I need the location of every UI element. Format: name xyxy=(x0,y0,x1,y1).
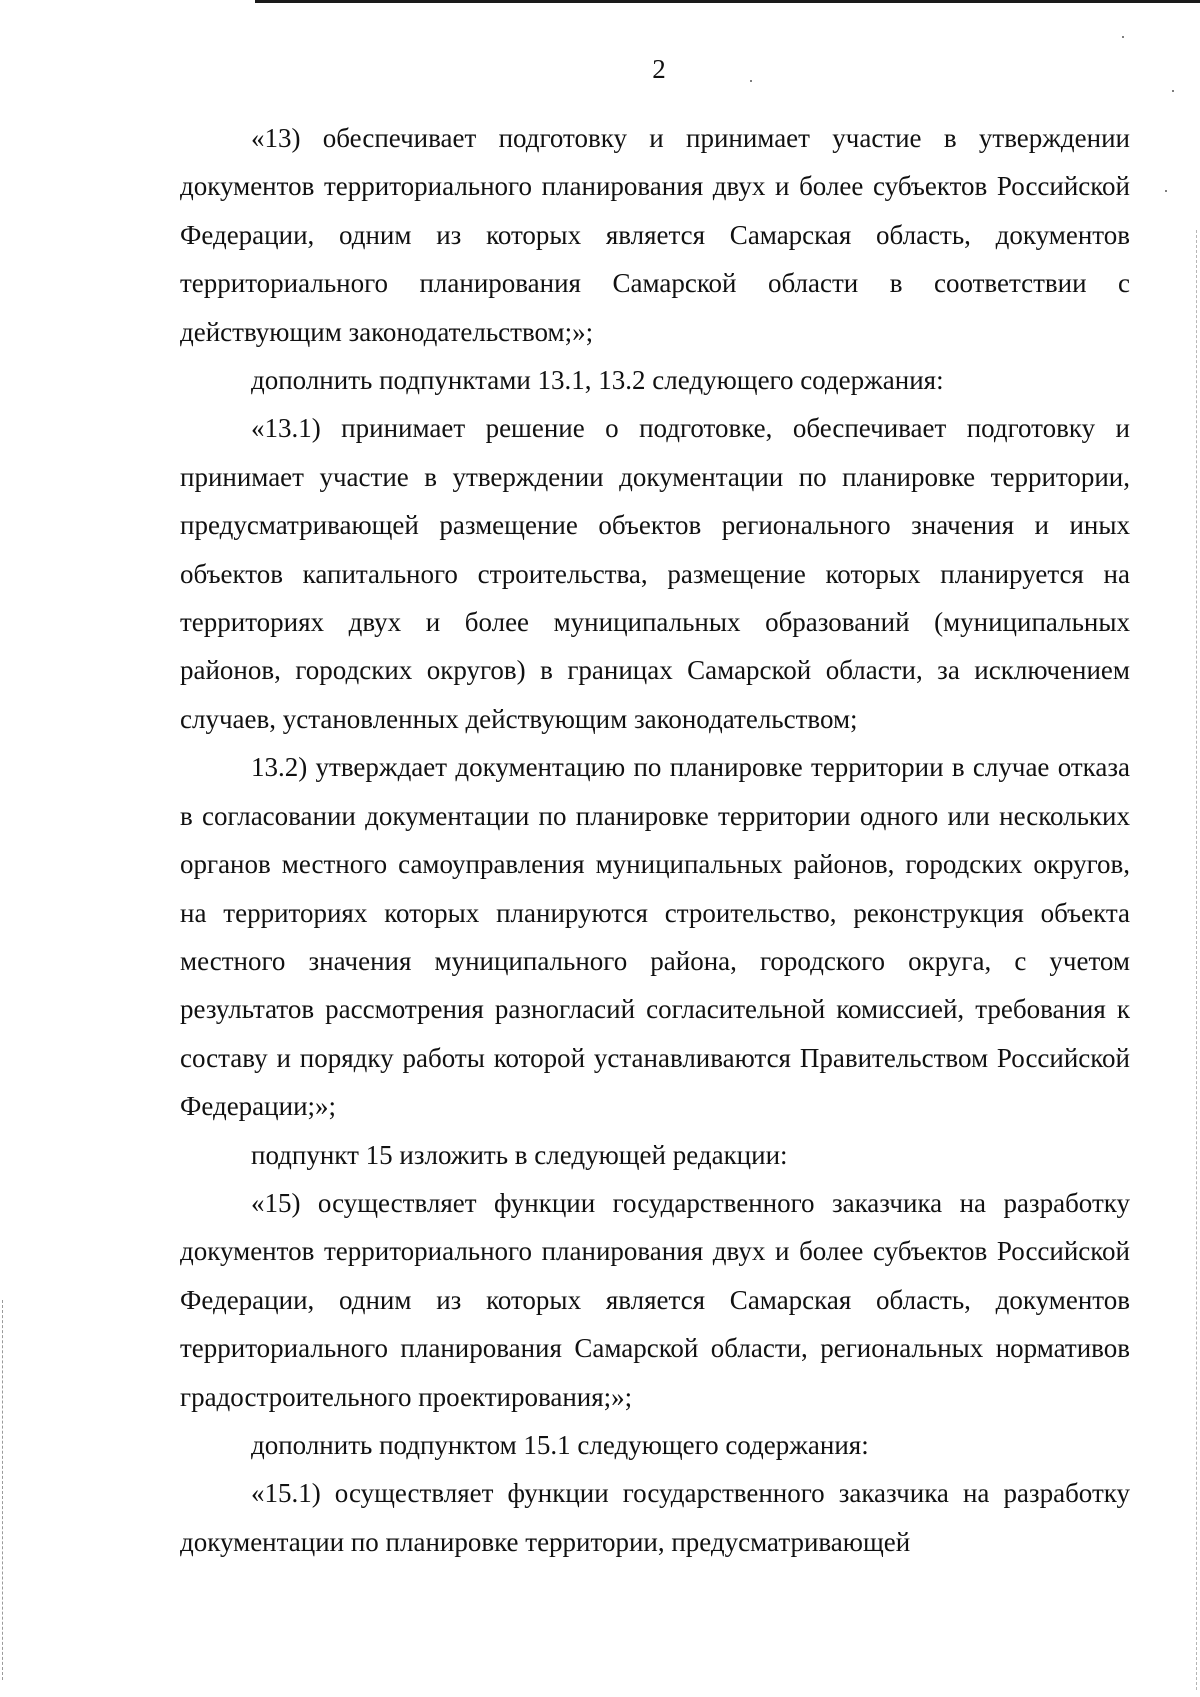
paragraph-amendment-15: подпункт 15 изложить в следующей редакции: xyxy=(251,1139,788,1170)
paragraph-13-1: «13.1) принимает решение о подготовке, обеспечивает подготовку и принимает участие в утверждении документации по планировке территории, предусматривающей размещение объектов регионального значения и иных объектов капитального строительства, размещение которых планируется на территориях двух и более муниципальных образований (муниципальных районов, городских округов) в границах Самарской области, за исключением случаев, установленных действующим законодательством; xyxy=(180,413,1130,734)
paragraph-15: «15) осуществляет функции государственного заказчика на разработку документов территориального планирования двух и более субъектов Российской Федерации, одним из которых является Самарская область, документов территориального планирования Самарской области, региональных нормативов градостроительного проектирования;»; xyxy=(180,1187,1130,1412)
scan-border-left xyxy=(2,1300,4,1680)
scan-speck xyxy=(1172,90,1174,92)
paragraph-15-1: «15.1) осуществляет функции государственного заказчика на разработку документации по планировке территории, предусматривающей xyxy=(180,1478,1130,1557)
scan-border-right xyxy=(1196,230,1198,1690)
paragraph-amendment-13-1-13-2: дополнить подпунктами 13.1, 13.2 следующего содержания: xyxy=(251,365,944,396)
scan-speck xyxy=(1165,190,1167,192)
paragraph-13: «13) обеспечивает подготовку и принимает участие в утверждении документов территориального планирования двух и более субъектов Российской Федерации, одним из которых является Самарская область, документов территориального планирования Самарской области в соответствии с действующим законодательством;»; xyxy=(180,123,1130,347)
scan-border-top xyxy=(255,0,1200,3)
paragraph-13-2: 13.2) утверждает документацию по планировке территории в случае отказа в согласовании документации по планировке территории одного или нескольких органов местного самоуправления муниципальных районов, городских округов, на территориях которых планируются строительство, реконструкция объекта местного значения муниципального района, городского округа, с учетом результатов рассмотрения разногласий согласительной комиссией, требования к составу и порядку работы которой устанавливаются Правительством Российской Федерации;»; xyxy=(180,752,1130,1122)
scan-speck xyxy=(1122,36,1124,38)
page-number: 2 xyxy=(652,54,666,84)
paragraph-amendment-15-1: дополнить подпунктом 15.1 следующего содержания: xyxy=(251,1429,869,1460)
document-body xyxy=(180,114,1130,1566)
